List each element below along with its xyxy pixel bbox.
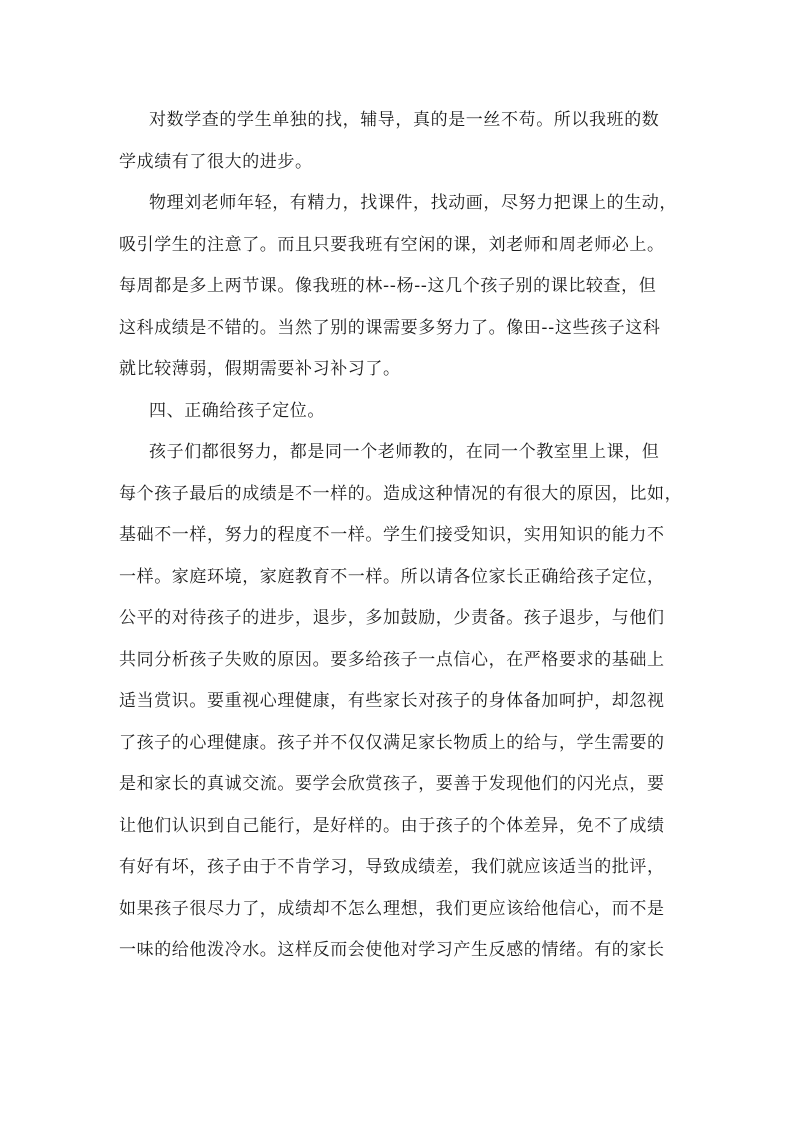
text-line: 适当赏识。要重视心理健康，有些家长对孩子的身体备加呵护，却忽视 (119, 691, 665, 711)
text-line: 孩子们都很努力，都是同一个老师教的，在同一个教室里上课，但 (149, 442, 660, 462)
section-heading: 四、正确给孩子定位。 (149, 400, 325, 421)
text-line: 学成绩有了很大的进步。 (119, 151, 313, 172)
text-line: 吸引学生的注意了。而且只要我班有空闲的课，刘老师和周老师必上。 (119, 234, 665, 255)
text-line: 物理刘老师年轻，有精力，找课件，找动画，尽努力把课上的生动， (149, 193, 677, 213)
text-line: 共同分析孩子失败的原因。要多给孩子一点信心，在严格要求的基础上 (119, 649, 665, 670)
text-line: 一味的给他泼冷水。这样反而会使他对学习产生反感的情绪。有的家长 (119, 940, 665, 960)
text-line: 了孩子的心理健康。孩子并不仅仅满足家长物质上的给与，学生需要的 (119, 732, 665, 753)
text-line: 如果孩子很尽力了，成绩却不怎么理想，我们更应该给他信心，而不是 (119, 898, 665, 919)
text-line: 让他们认识到自己能行，是好样的。由于孩子的个体差异，免不了成绩 (119, 815, 665, 836)
text-line: 对数学查的学生单独的找，辅导，真的是一丝不苟。所以我班的数 (149, 110, 660, 130)
text-line: 是和家长的真诚交流。要学会欣赏孩子，要善于发现他们的闪光点，要 (119, 774, 665, 794)
text-line: 有好有坏，孩子由于不肯学习，导致成绩差，我们就应该适当的批评， (119, 857, 665, 877)
text-line: 基础不一样，努力的程度不一样。学生们接受知识，实用知识的能力不 (119, 525, 665, 545)
text-line: 每周都是多上两节课。像我班的林--杨--这几个孩子别的课比较查，但 (119, 276, 657, 296)
text-line: 公平的对待孩子的进步，退步，多加鼓励，少责备。孩子退步，与他们 (119, 608, 665, 628)
text-line: 就比较薄弱，假期需要补习补习了。 (119, 359, 401, 379)
text-line: 一样。家庭环境，家庭教育不一样。所以请各位家长正确给孩子定位， (119, 566, 665, 587)
text-line: 这科成绩是不错的。当然了别的课需要多努力了。像田--这些孩子这科 (119, 317, 661, 338)
body-text (119, 100, 683, 972)
text-line: 每个孩子最后的成绩是不一样的。造成这种情况的有很大的原因，比如， (119, 483, 683, 504)
